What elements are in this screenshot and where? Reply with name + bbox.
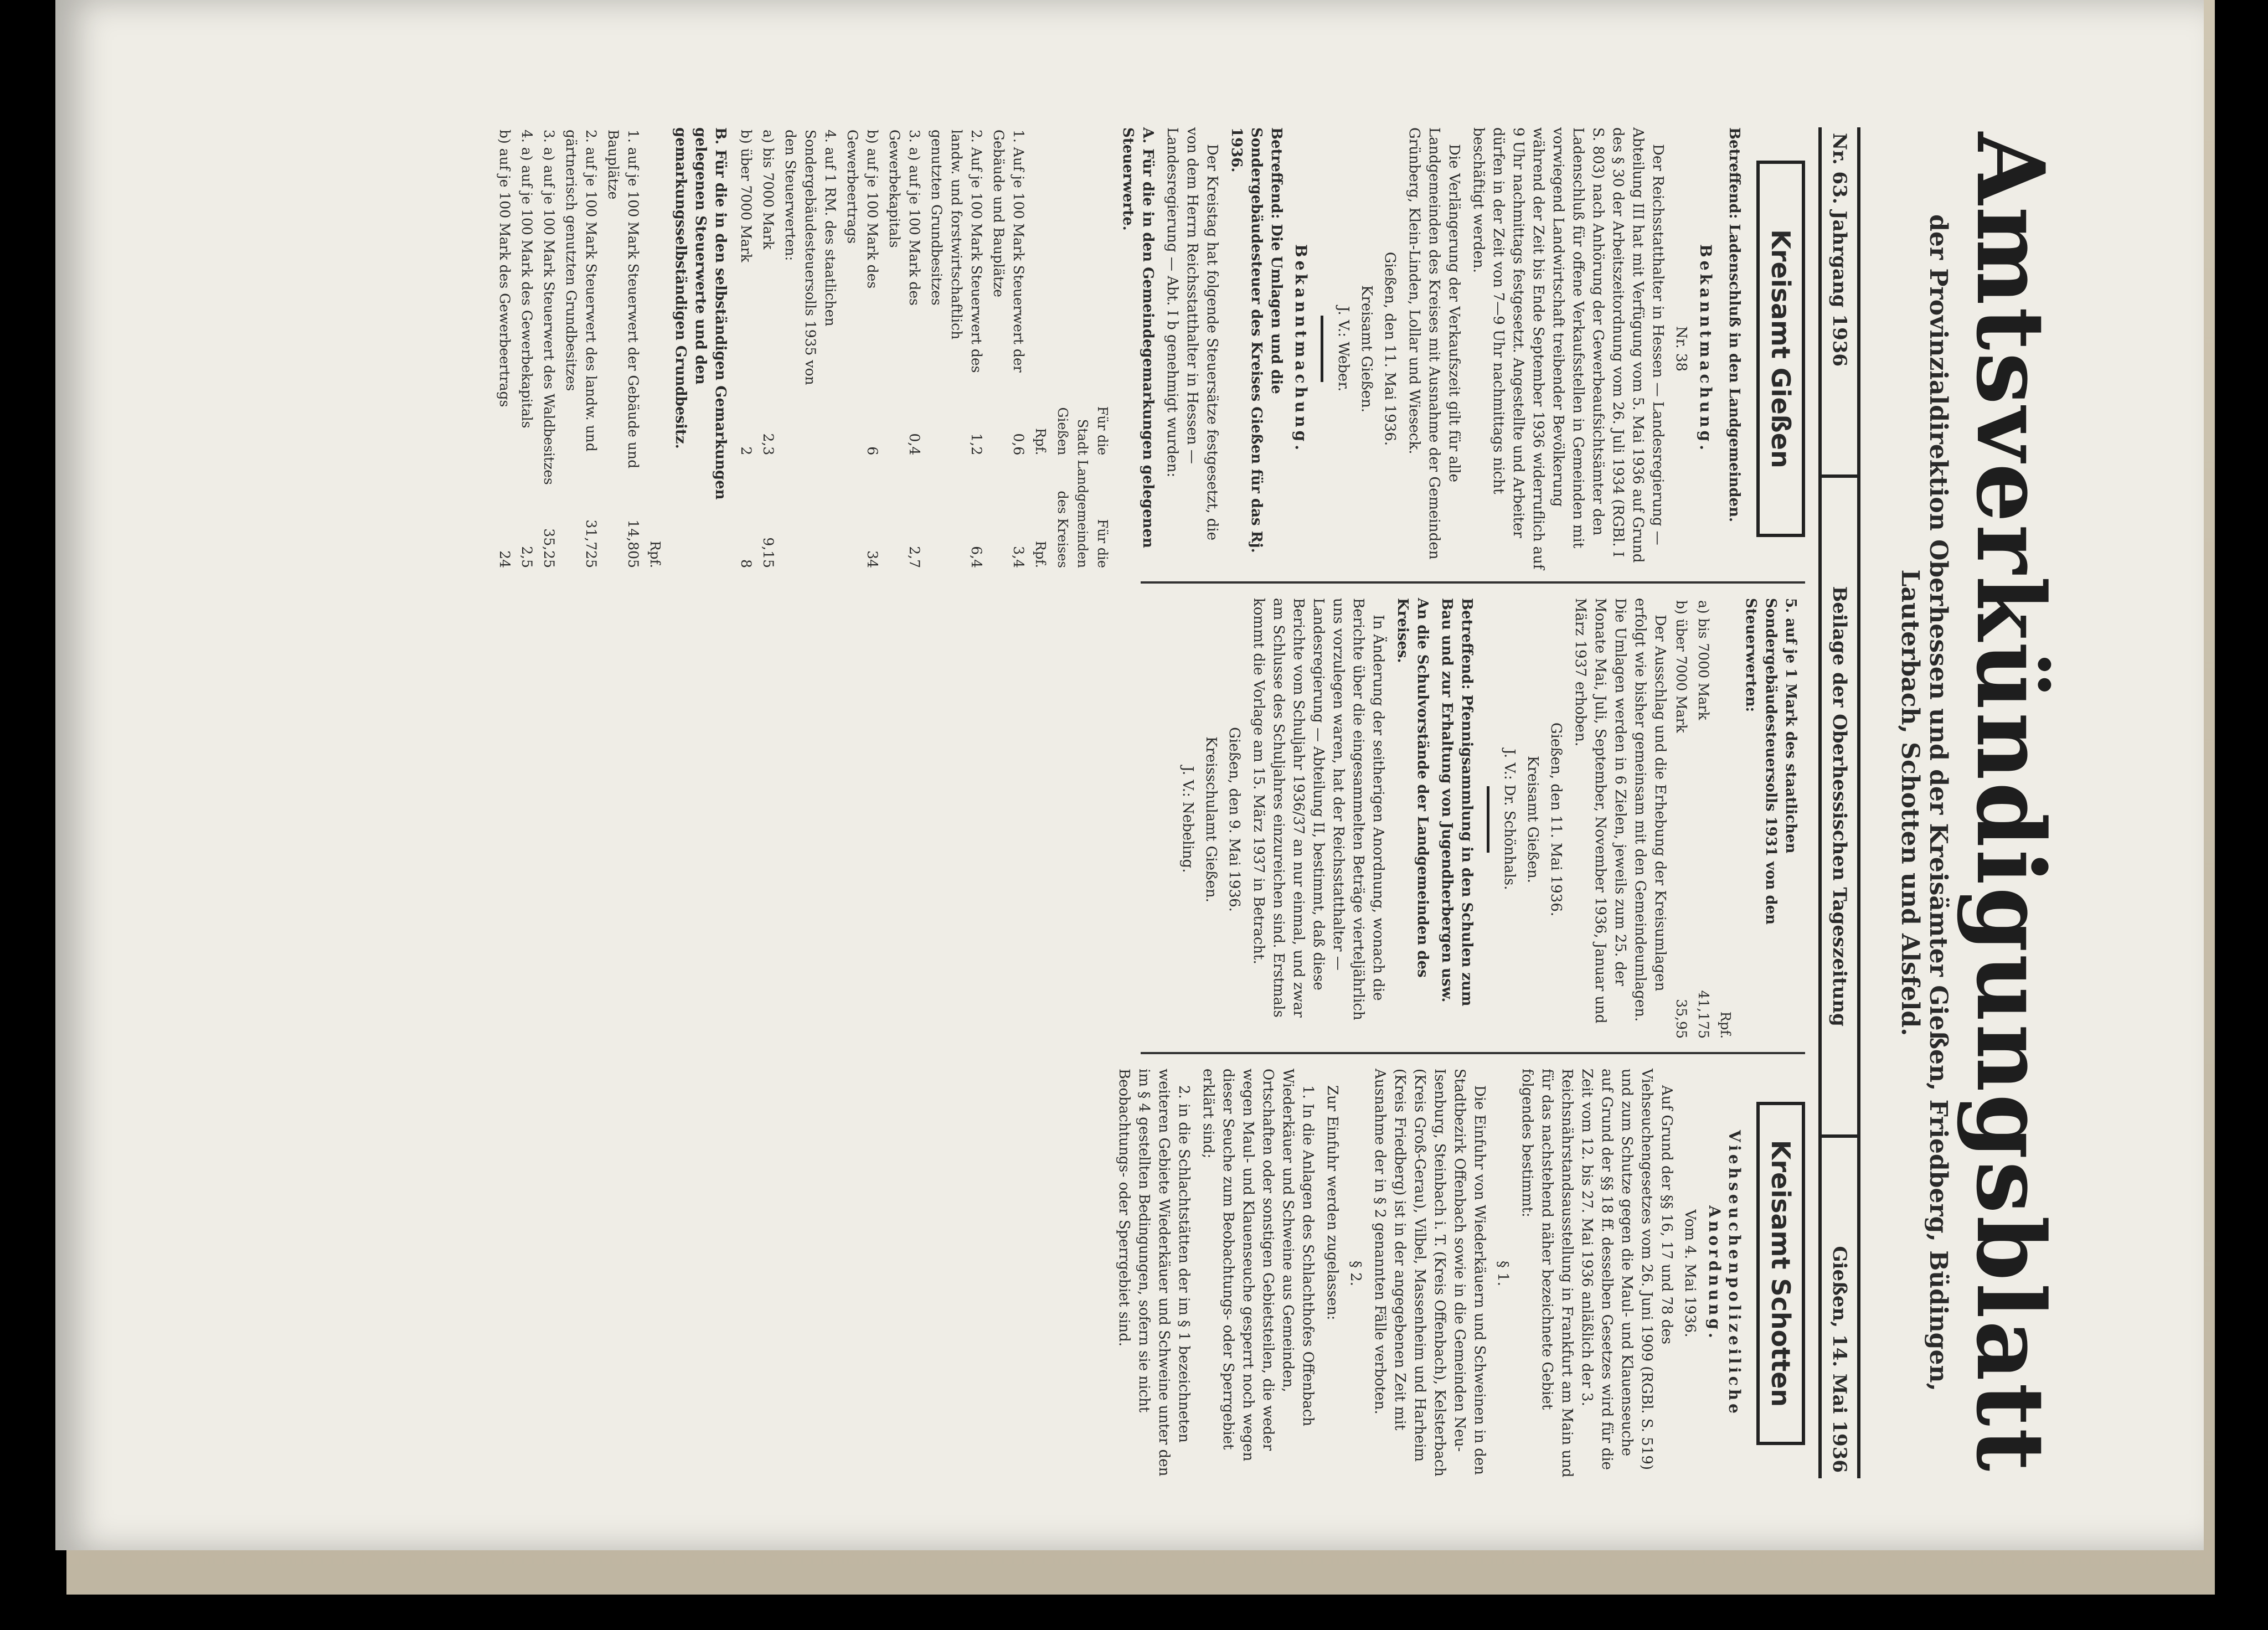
masthead [1866,127,2065,1478]
column-schotten [1110,1069,1805,1478]
notice-heading: Bekanntmachung. [1697,244,1715,453]
office-name: Kreisamt Gießen. [1358,285,1375,412]
table-row: 4. a) auf je 100 Mark des Gewerbekapitals 2,5 [519,130,535,568]
issue-bar [1818,127,1860,1478]
signature: J. V.: Dr. Schönhals. [1501,749,1518,890]
table-row: b) über 7000 Mark 35,95 [1673,600,1689,1039]
table-row: b) über 7000 Mark 2 8 [738,130,754,568]
table-row: 4. auf 1 RM. des staatlichen Sondergebäudesteuersolls 1935 von den Steuerwerten: [782,130,838,385]
table-row: 2. auf je 100 Mark Steuerwert des landw. und gärtnerisch genutzten Grundbesitzes 31,725 [563,130,599,568]
col-header-rural: Für die Landgemeinden des Kreises [1055,460,1110,568]
masthead-subtitle: der Provinzialdirektion Oberhessen und der Kreisämter Gießen, Friedberg, Büdingen, [1924,214,1952,1391]
paragraph: Die Einfuhr von Wiederkäuern und Schweinen in den Stadtbezirk Offenbach sowie in die Gemeinden Neu-Isenburg, Steinbach i. T. (Kreis Offenbach), Kelsterbach (Kreis Groß-Gerau), Vilbel, Massenheim und Harheim (Kreis Friedberg) ist in der angegebenen Zeit mit Ausnahme der in § 2 genannten Fälle verboten. [1372,1069,1488,1477]
table-row: b) auf je 100 Mark des Gewerbeertrags 24 [497,130,513,568]
signature: J. V.: Weber. [1335,306,1352,392]
paragraph: Der Kreistag hat folgende Steuersätze festgesetzt, die von dem Herrn Reichsstatthalter in Hessen — Landesregierung — Abt. I b genehmigt wurden: [1164,127,1220,541]
place-date: Gießen, den 11. Mai 1936. [1382,251,1398,446]
bar-separator [1818,1134,1860,1138]
section-number: § 2. [1347,1260,1364,1287]
paragraph: In Änderung der seitherigen Anordnung, wonach die Berichte über die eingesammelten Beträge vierteljährlich uns vorzulegen waren, hat der Reichsstatthalter — Landesregierung — Abteilung II, bestimmt, daß diese Berichte vom Schuljahr 1936/37 an nur einmal, und zwar am Schlusse des Schuljahres einzureichen sind. Erstmals kommt die Vorlage am 15. März 1937 in Betracht. [1250,598,1386,1020]
subject-line: Betreffend: Pfennigsammlung in den Schulen zum Bau und zur Erhaltung von Jugendherbergen usw. [1439,598,1475,1007]
unit-label: Rpf. [1033,428,1048,456]
bar-separator [1818,474,1860,478]
office-name: Kreisschulamt Gießen. [1203,736,1219,902]
unit-label: Rpf. [1718,1011,1733,1039]
paragraph: Die Verlängerung der Verkaufszeit gilt für alle Landgemeinden des Kreises mit Ausnahme der Gemeinden Grünberg, Klein-Linden, Lollar und Wieseck. [1406,127,1462,560]
list-item: 2. in die Schlachtstätten der im § 1 bezeichneten weiteren Gebiete Wiederkäuer und Schweine unter den im § 4 gestellten Bedingungen, sofern sie nicht Beobachtungs- oder Sperrgebiet sind. [1116,1069,1192,1477]
tax-table-continued [1670,598,1736,1041]
newspaper-page [55,0,2204,1550]
place-date: Gießen, den 9. Mai 1936. [1226,727,1243,912]
tax-table-b [493,127,666,570]
notice-number: Nr. 38 [1673,326,1689,372]
table-row: a) bis 7000 Mark 41,175 [1695,600,1712,1039]
column-giessen [493,127,1805,570]
paragraph: Der Reichsstatthalter in Hessen — Landesregierung — Abteilung III hat mit Verfügung vom 5. Mai 1936 auf Grund des § 30 der Arbeitszeitordnung vom 26. Juli 1934 (RGBl. I S. 803) nach Anhörung der Gewerbeaufsichtsämter den Ladenschluß für offene Verkaufsstellen in Gemeinden mit vorwiegend Landwirtschaft treibender Bevölkerung während der Zeit bis Ende September 1936 widerruflich auf 9 Uhr nachmittags festgesetzt. Angestellte und Arbeiter dürfen in der Zeit von 7—9 Uhr nachmittags nicht beschäftigt werden. [1470,127,1666,570]
column-rule [1141,581,1805,584]
section-a-title: A. Für die in den Gemeindegemarkungen gelegenen Steuerwerte. [1120,127,1156,548]
section-header-schotten: Kreisamt Schotten [1756,1102,1805,1445]
table-row: 3. a) auf je 100 Mark Steuerwert des Waldbesitzes 35,25 [541,130,557,568]
ordinance-date: Vom 4. Mai 1936. [1682,1209,1698,1338]
list-item: 1. In die Anlagen des Schlachthofes Offenbach Wiederkäuer und Schweine aus Gemeinden, Ortschaften oder sonstigen Gebietsteilen, die weder wegen Maul- und Klauenseuche gesperrt noch wegen dieser Seuche zum Beobachtungs- oder Sperrgebiet erklärt sind; [1200,1069,1316,1462]
issue-date: Gießen, 14. Mai 1936 [1828,1246,1851,1473]
section-b-title: B. Für die in den selbständigen Gemarkungen gelegenen Steuerwerte und den gemarkungsselbständigen Grundbesitz. [672,127,729,500]
continuation-label: 5. auf je 1 Mark des staatlichen Sondergebäudesteuersolls 1931 von den Steuerwerten: [1743,598,1799,925]
subject-line: Betreffend: Die Umlagen und die Sondergebäudesteuer des Kreises Gießen für das Rj. 1936. [1228,127,1285,553]
unit-label: Rpf. [1033,540,1048,568]
issue-number: Nr. 63. Jahrgang 1936 [1828,133,1851,367]
divider [1321,316,1323,382]
table-row: 3. a) auf je 100 Mark des Gewerbekapitals 0,4 2,7 [886,130,922,568]
table-row: b) auf je 100 Mark des Gewerbeertrags 6 34 [844,130,880,568]
table-row: 1. auf je 100 Mark Steuerwert der Gebäude und Bauplätze 14,805 [605,130,641,568]
col-header-city: Für die Stadt Gießen [1055,406,1110,456]
newspaper-title: Amtsverkündigungsblatt [1956,132,2065,1474]
ordinance-title: Viehseuchenpolizeiliche Anordnung. [1705,1130,1744,1417]
office-name: Kreisamt Gießen. [1524,755,1541,883]
section-header-giessen: Kreisamt Gießen [1756,161,1805,537]
divider [1487,786,1489,853]
supplement-line: Beilage der Oberhessischen Tageszeitung [1828,586,1851,1027]
rotated-content [299,111,2082,1495]
section-number: § 1. [1494,1260,1511,1287]
paragraph: Zur Einfuhr werden zugelassen: [1324,1085,1341,1320]
table-row: a) bis 7000 Mark 2,3 9,15 [760,130,776,568]
subject-line: Betreffend: Ladenschluß in den Landgemeinden. [1726,127,1743,523]
masthead-subtitle-2: Lauterbach, Schotten und Alsfeld. [1896,569,1924,1036]
signature: J. V.: Nebeling. [1179,766,1196,873]
column-middle [1174,598,1805,1041]
table-row: 2. Auf je 100 Mark Steuerwert des landw. und forstwirtschaftlich genutzten Grundbesitzes 1,2 6,4 [929,130,984,568]
paragraph: Der Ausschlag und die Erhebung der Kreisumlagen erfolgt wie bisher gemeinsam mit den Gemeindeumlagen. Die Umlagen werden in 6 Zielen, jeweils zum 25. der Monate Mai, Juli, September, November 1936, Januar und März 1937 erhoben. [1572,598,1668,1024]
column-rule [1141,1052,1805,1054]
tax-table-a [735,127,1114,570]
paragraph: Auf Grund der §§ 16, 17 und 78 des Viehseuchengesetzes vom 26. Juni 1909 (RGBl. S. 519) und zum Schutze gegen die Maul- und Klauenseuche auf Grund der §§ 18 ff. desselben Gesetzes wird für die Zeit vom 12. bis 27. Mai 1936 anläßlich der 3. Reichsnährstandsausstellung in Frankfurt am Main und für das nachstehend näher bezeichnete Gebiet folgendes bestimmt: [1519,1069,1675,1478]
unit-label: Rpf. [647,540,663,568]
addressee-line: An die Schulvorstände der Landgemeinden des Kreises. [1394,598,1431,978]
notice-heading: Bekanntmachung. [1292,244,1310,453]
place-date: Gießen, den 11. Mai 1936. [1548,722,1564,917]
table-row: 1. Auf je 100 Mark Steuerwert der Gebäude und Bauplätze 0,6 3,4 [991,130,1027,568]
